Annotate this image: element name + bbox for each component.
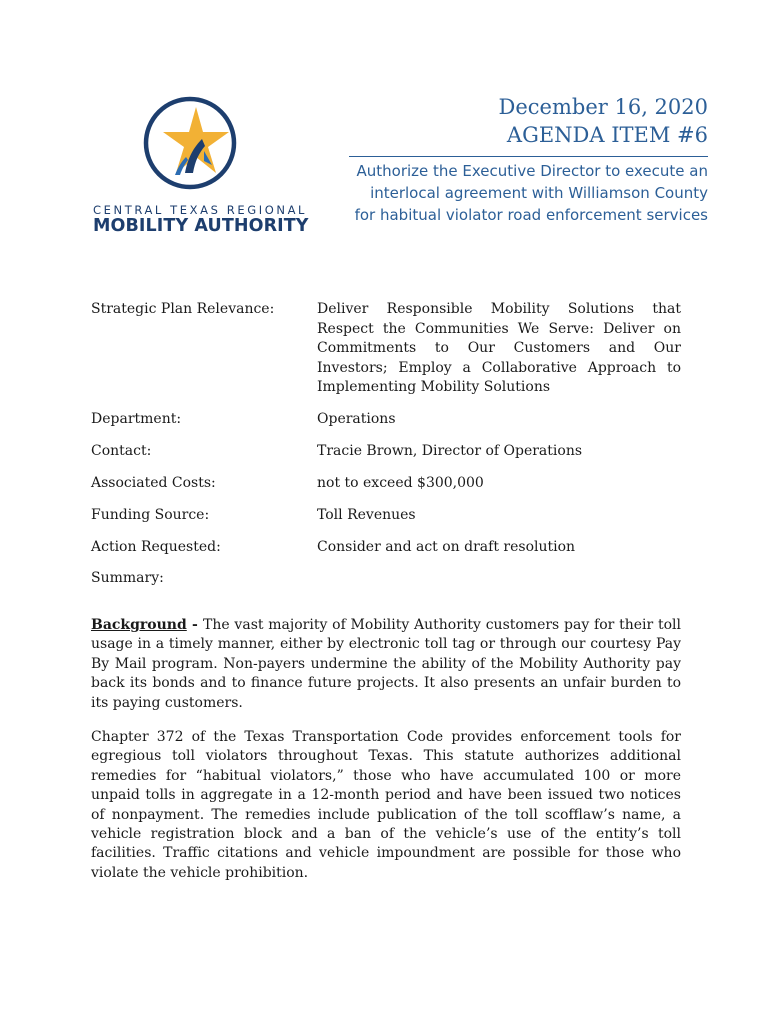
info-value: Tracie Brown, Director of Operations <box>317 443 583 459</box>
info-row-associated-costs <box>91 474 681 494</box>
subject-line: for habitual violator road enforcement services <box>354 206 708 224</box>
meeting-date: December 16, 2020 <box>498 95 708 119</box>
header-block <box>348 93 708 149</box>
subject-line: interlocal agreement with Williamson County <box>370 184 708 202</box>
info-label: Funding Source: <box>91 507 210 523</box>
info-label: Contact: <box>91 443 152 459</box>
info-value: Consider and act on draft resolution <box>317 539 576 555</box>
info-row-action-requested <box>91 538 681 558</box>
summary-body <box>91 616 681 898</box>
info-value: Deliver Responsible Mobility Solutions that Respect the Communities We Serve: Deliver on Commitments to Our Customers and Our Investors; Employ a Collaborative Approach to Implementing Mobility Solutions <box>317 301 681 395</box>
star-road-emblem-icon <box>142 95 238 191</box>
logo-text-line1: CENTRAL TEXAS REGIONAL <box>93 203 308 217</box>
header-divider <box>349 156 708 157</box>
subject-line: Authorize the Executive Director to execute an <box>356 162 708 180</box>
info-label: Department: <box>91 411 182 427</box>
info-row-contact <box>91 442 681 462</box>
info-row-department <box>91 410 681 430</box>
background-paragraph <box>91 616 681 713</box>
info-value: Toll Revenues <box>317 507 416 523</box>
info-value: Operations <box>317 411 396 427</box>
logo <box>90 95 309 245</box>
agenda-item-title: AGENDA ITEM #6 <box>506 123 708 147</box>
info-label: Strategic Plan Relevance: <box>91 301 275 317</box>
background-label: Background <box>91 617 187 633</box>
agenda-subject <box>348 160 708 226</box>
info-value: not to exceed $300,000 <box>317 475 484 491</box>
background-dash: - <box>186 617 204 633</box>
info-row-funding-source <box>91 506 681 526</box>
logo-text-line2: MOBILITY AUTHORITY <box>93 216 309 236</box>
summary-heading: Summary: <box>91 570 164 586</box>
info-row-strategic-plan <box>91 300 681 398</box>
info-label: Action Requested: <box>91 539 221 555</box>
info-table <box>91 300 681 570</box>
chapter-372-paragraph: Chapter 372 of the Texas Transportation Code provides enforcement tools for egregious toll violators throughout Texas. This statute authorizes additional remedies for “habitual violators,” those who have accumulated 100 or more unpaid tolls in aggregate in a 12-month period and have been issued two notices of nonpayment. The remedies include publication of the toll scofflaw’s name, a vehicle registration block and a ban of the vehicle’s use of the entity’s toll facilities. Traffic citations and vehicle impoundment are possible for those who violate the vehicle prohibition. <box>91 729 681 881</box>
background-text: The vast majority of Mobility Authority customers pay for their toll usage in a timely manner, either by electronic toll tag or through our courtesy Pay By Mail program. Non-payers undermine the ability of the Mobility Authority pay back its bonds and to finance future projects. It also presents an unfair burden to its paying customers. <box>91 617 681 711</box>
info-label: Associated Costs: <box>91 475 216 491</box>
